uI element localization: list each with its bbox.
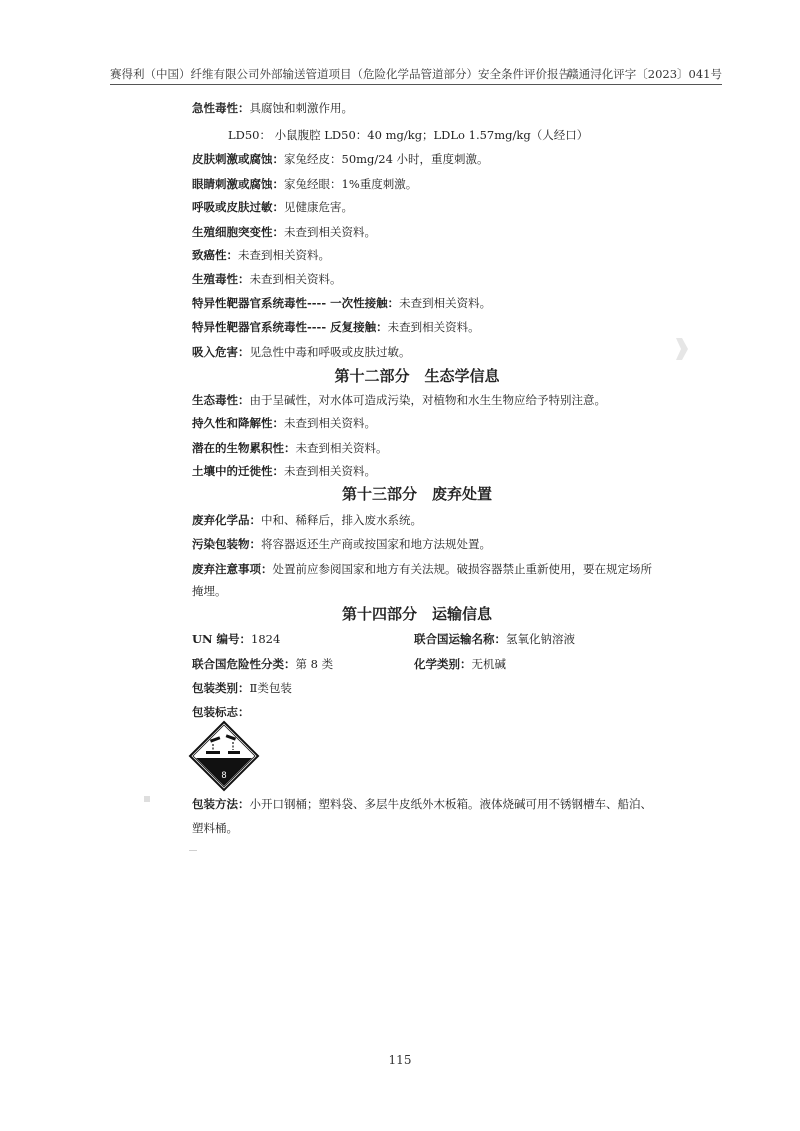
skin-irritation-line: 皮肤刺激或腐蚀：家兔经皮：50mg/24 小时，重度刺激。 [192,152,489,166]
reproductive-toxicity-line: 生殖毒性：未查到相关资料。 [192,272,342,286]
scan-speck [189,850,197,851]
eye-irritation-line: 眼睛刺激或腐蚀：家兔经眼：1%重度刺激。 [192,177,418,191]
un-hazard-class-line: 联合国危险性分类：第 8 类 [192,657,334,671]
ecotoxicity-line: 生态毒性：由于呈碱性，对水体可造成污染，对植物和水生生物应给予特别注意。 [192,393,606,407]
disposal-notes-continuation: 掩埋。 [192,584,227,598]
section-13-title: 第十三部分 废弃处置 [341,485,492,503]
packing-method-continuation: 塑料桶。 [192,821,238,835]
un-shipping-name-line: 联合国运输名称：氢氧化钠溶液 [414,632,575,646]
svg-text:8: 8 [221,770,227,780]
carcinogenicity-line: 致癌性：未查到相关资料。 [192,248,330,262]
section-12-title: 第十二部分 生态学信息 [334,367,500,385]
contaminated-packaging-line: 污染包装物：将容器返还生产商或按国家和地方法规处置。 [192,537,491,551]
waste-chemical-line: 废弃化学品：中和、稀释后，排入废水系统。 [192,513,422,527]
header-report-number: 赣通浔化评字〔2023〕041号 [567,67,722,81]
persistence-line: 持久性和降解性：未查到相关资料。 [192,416,376,430]
page-header [110,66,722,85]
stot-single-line: 特异性靶器官系统毒性---- 一次性接触：未查到相关资料。 [192,296,492,310]
section-14-title: 第十四部分 运输信息 [341,605,492,623]
bioaccumulation-line: 潜在的生物累积性：未查到相关资料。 [192,441,388,455]
scan-edge-mark [676,338,688,360]
germ-cell-mutagenicity-line: 生殖细胞突变性：未查到相关资料。 [192,225,376,239]
aspiration-hazard-line: 吸入危害：见急性中毒和呼吸或皮肤过敏。 [192,345,411,359]
sensitization-line: 呼吸或皮肤过敏：见健康危害。 [192,200,353,214]
scan-speck [144,796,150,802]
chemical-category-line: 化学类别：无机碱 [414,657,506,671]
acute-toxicity-line: 急性毒性：具腐蚀和刺激作用。 [192,101,353,115]
header-report-title: 赛得利（中国）纤维有限公司外部输送管道项目（危险化学品管道部分）安全条件评价报告 [110,67,570,81]
packing-group-line: 包装类别：Ⅱ类包装 [192,681,292,695]
corrosive-hazard-icon [188,720,260,792]
page-number: 115 [388,1053,412,1067]
stot-repeated-line: 特异性靶器官系统毒性---- 反复接触：未查到相关资料。 [192,320,480,334]
disposal-notes-line: 废弃注意事项：处置前应参阅国家和地方有关法规。破损容器禁止重新使用，要在规定场所 [192,562,652,576]
ld50-line: LD50： 小鼠腹腔 LD50：40 mg/kg；LDLo 1.57mg/kg（人经口） [228,128,589,142]
un-number-line: UN 编号：1824 [192,632,281,646]
packing-mark-label: 包装标志： [192,705,250,719]
soil-mobility-line: 土壤中的迁徙性：未查到相关资料。 [192,464,376,478]
packing-method-line: 包装方法：小开口钢桶；塑料袋、多层牛皮纸外木板箱。液体烧碱可用不锈钢槽车、船泊、 [192,797,652,811]
